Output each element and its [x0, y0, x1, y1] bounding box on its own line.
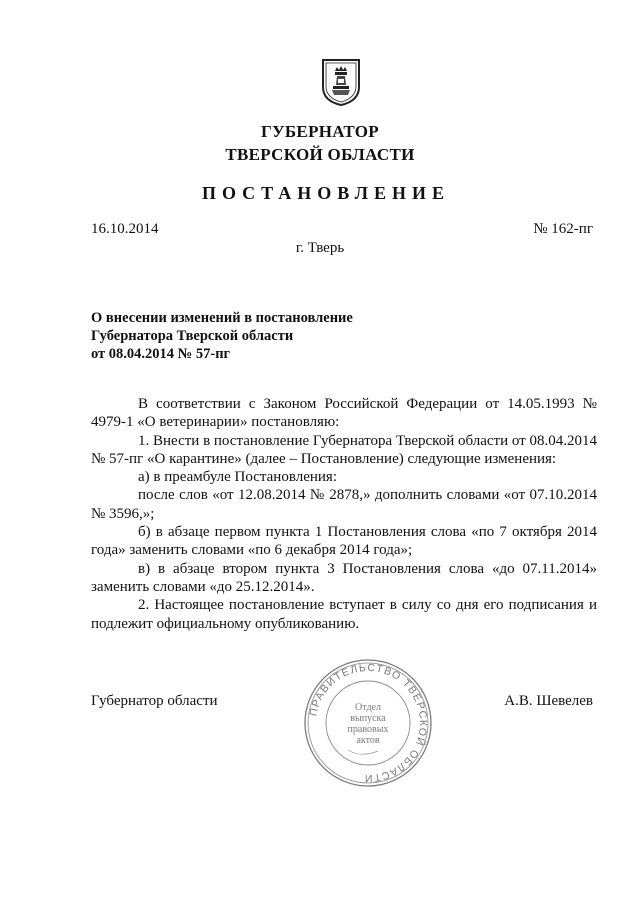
- stamp-center-line: правовых: [347, 724, 389, 735]
- authority-title-line2: ТВЕРСКОЙ ОБЛАСТИ: [225, 145, 415, 164]
- subject-line: от 08.04.2014 № 57-пг: [91, 346, 231, 362]
- document-body: [91, 395, 597, 633]
- signatory-position: Губернатор области: [91, 693, 218, 709]
- stamp-center-line: Отдел: [355, 702, 381, 713]
- body-paragraph: в) в абзаце втором пункта 3 Постановления слова «до 07.11.2014» заменить словами «до 25.12.2014».: [91, 560, 597, 595]
- body-paragraph: б) в абзаце первом пункта 1 Постановления слова «по 7 октября 2014 года» заменить словами «по 6 декабря 2014 года»;: [91, 524, 597, 559]
- stamp-center-line: выпуска: [350, 713, 386, 724]
- document-number: № 162-пг: [533, 221, 593, 237]
- coat-of-arms-icon: [320, 57, 362, 107]
- document-type-heading: ПОСТАНОВЛЕНИЕ: [201, 183, 451, 203]
- document-subject: [91, 309, 353, 363]
- authority-title-line1: ГУБЕРНАТОР: [261, 122, 379, 141]
- stamp-ring-text: ПРАВИТЕЛЬСТВО ТВЕРСКОЙ ОБЛАСТИ: [307, 661, 430, 785]
- subject-line: О внесении изменений в постановление: [91, 310, 353, 326]
- stamp-center-line: актов: [356, 735, 380, 746]
- body-paragraph: 1. Внести в постановление Губернатора Тверской области от 08.04.2014 № 57-пг «О карантине» (далее – Постановление) следующие изменения:: [91, 432, 597, 467]
- body-paragraph: В соответствии с Законом Российской Федерации от 14.05.1993 № 4979-1 «О ветеринарии» постановляю:: [91, 396, 597, 431]
- body-paragraph: 2. Настоящее постановление вступает в силу со дня его подписания и подлежит официальному опубликованию.: [91, 597, 597, 632]
- document-city: г. Тверь: [295, 240, 345, 256]
- document-date: 16.10.2014: [91, 221, 159, 237]
- official-stamp: [298, 658, 438, 788]
- body-paragraph: после слов «от 12.08.2014 № 2878,» дополнить словами «от 07.10.2014 № 3596,»;: [91, 487, 597, 522]
- subject-line: Губернатора Тверской области: [91, 328, 294, 344]
- body-paragraph: а) в преамбуле Постановления:: [138, 469, 337, 486]
- signatory-name: А.В. Шевелев: [504, 693, 593, 709]
